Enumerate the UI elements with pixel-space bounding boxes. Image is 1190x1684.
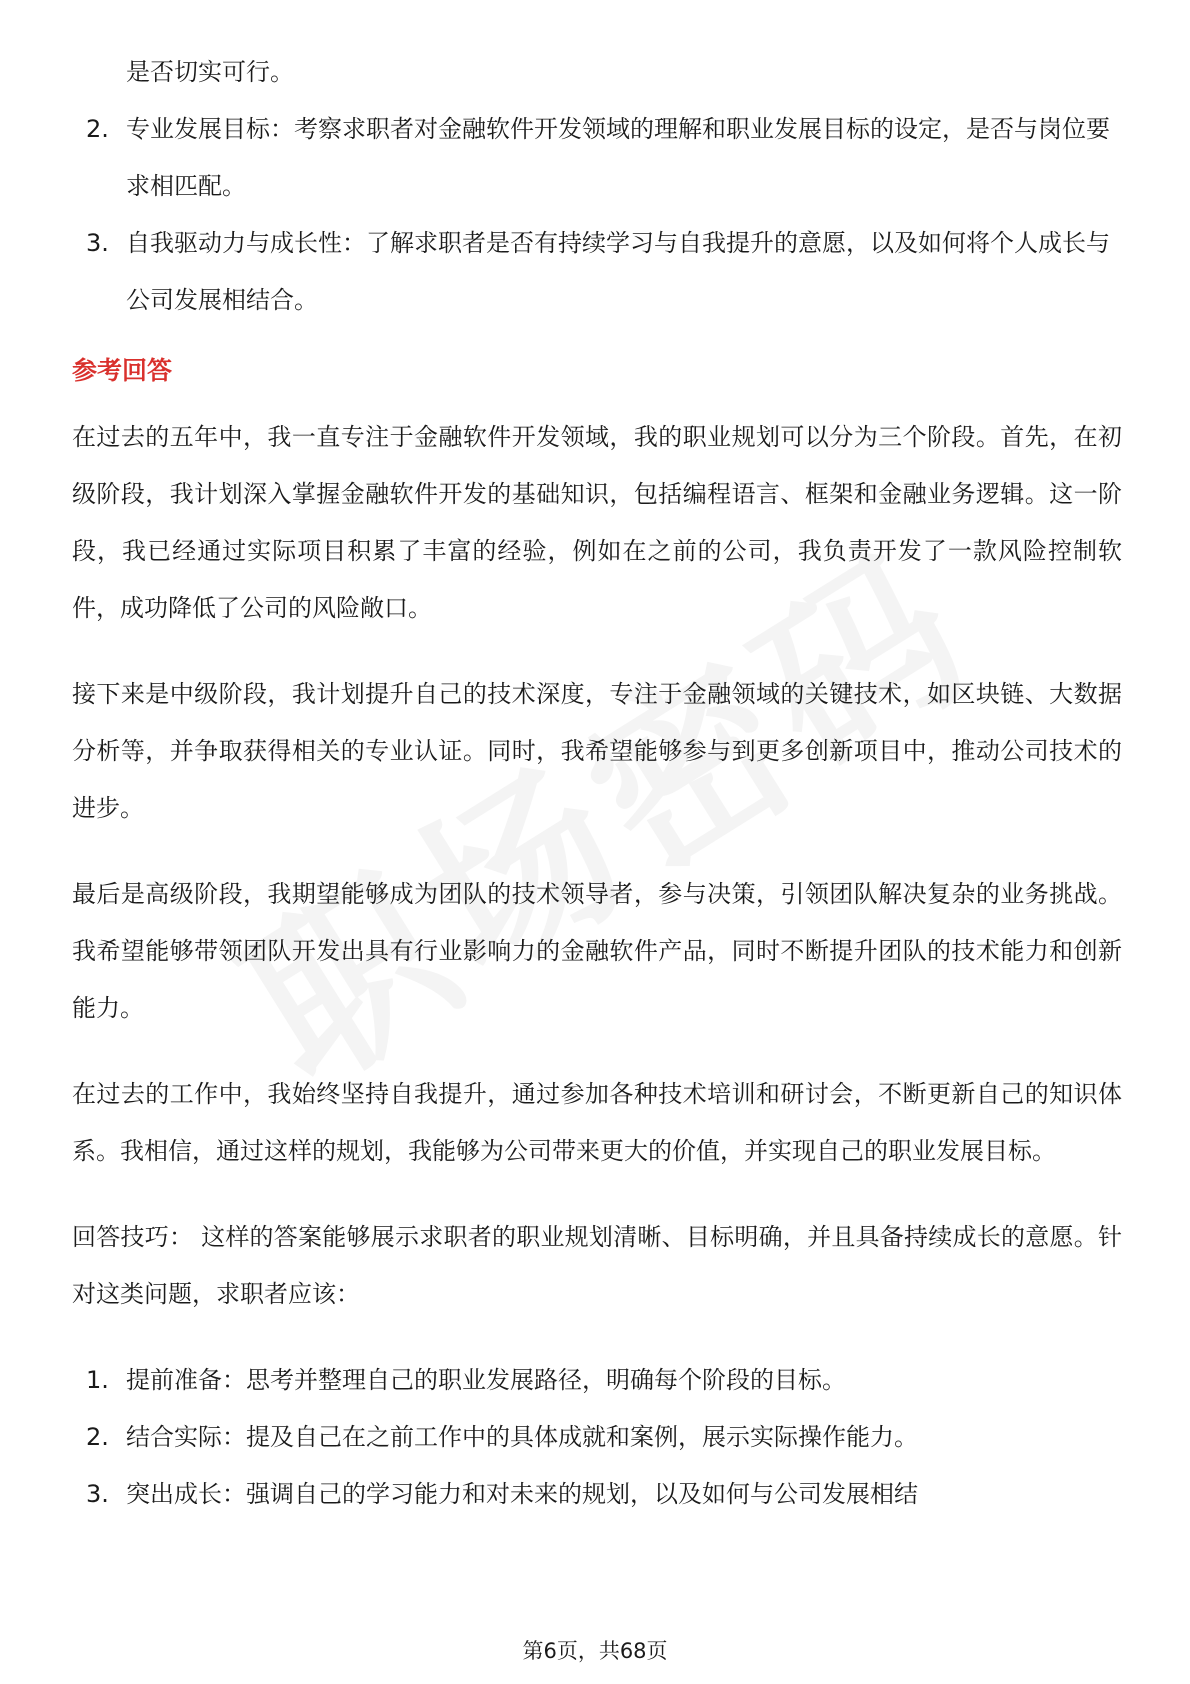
answer-paragraph: 接下来是中级阶段，我计划提升自己的技术深度，专注于金融领域的关键技术，如区块链、大数据分析等，并争取获得相关的专业认证。同时，我希望能够参与到更多创新项目中，推动公司技术的进步。	[72, 680, 1122, 822]
list-item-number: 3.	[86, 229, 109, 257]
answer-paragraph: 在过去的工作中，我始终坚持自我提升，通过参加各种技术培训和研讨会，不断更新自己的知识体系。我相信，通过这样的规划，我能够为公司带来更大的价值，并实现自己的职业发展目标。	[72, 1080, 1122, 1165]
list-item	[72, 215, 1122, 329]
list-item-text: 结合实际：提及自己在之前工作中的具体成就和案例，展示实际操作能力。	[126, 1423, 918, 1451]
list-item-text: 突出成长：强调自己的学习能力和对未来的规划，以及如何与公司发展相结	[126, 1480, 918, 1508]
answer-paragraph: 在过去的五年中，我一直专注于金融软件开发领域，我的职业规划可以分为三个阶段。首先，在初级阶段，我计划深入掌握金融软件开发的基础知识，包括编程语言、框架和金融业务逻辑。这一阶段，我已经通过实际项目积累了丰富的经验，例如在之前的公司，我负责开发了一款风险控制软件，成功降低了公司的风险敞口。	[72, 423, 1122, 622]
focus-list	[72, 101, 1122, 329]
list-item	[72, 1409, 1122, 1466]
list-item	[72, 101, 1122, 215]
list-item-text: 提前准备：思考并整理自己的职业发展路径，明确每个阶段的目标。	[126, 1366, 846, 1394]
section-heading: 参考回答	[72, 356, 173, 385]
page-number-footer: 第6页，共68页	[522, 1639, 668, 1663]
list-item	[72, 1466, 1122, 1523]
list-item-number: 2.	[86, 1423, 109, 1451]
list-item-number: 3.	[86, 1480, 109, 1508]
tips-intro-paragraph: 回答技巧： 这样的答案能够展示求职者的职业规划清晰、目标明确，并且具备持续成长的意愿。针对这类问题，求职者应该：	[72, 1223, 1122, 1308]
list-item	[72, 1352, 1122, 1409]
continued-list-text: 是否切实可行。	[126, 58, 294, 86]
list-item-text: 专业发展目标：考察求职者对金融软件开发领域的理解和职业发展目标的设定，是否与岗位要求相匹配。	[126, 115, 1110, 200]
tips-list	[72, 1352, 1122, 1523]
list-item-text: 自我驱动力与成长性：了解求职者是否有持续学习与自我提升的意愿，以及如何将个人成长与公司发展相结合。	[126, 229, 1110, 314]
page-content	[72, 44, 1122, 1523]
list-item-number: 1.	[86, 1366, 109, 1394]
list-item-number: 2.	[86, 115, 109, 143]
answer-paragraph: 最后是高级阶段，我期望能够成为团队的技术领导者，参与决策，引领团队解决复杂的业务挑战。我希望能够带领团队开发出具有行业影响力的金融软件产品，同时不断提升团队的技术能力和创新能力。	[72, 880, 1122, 1022]
